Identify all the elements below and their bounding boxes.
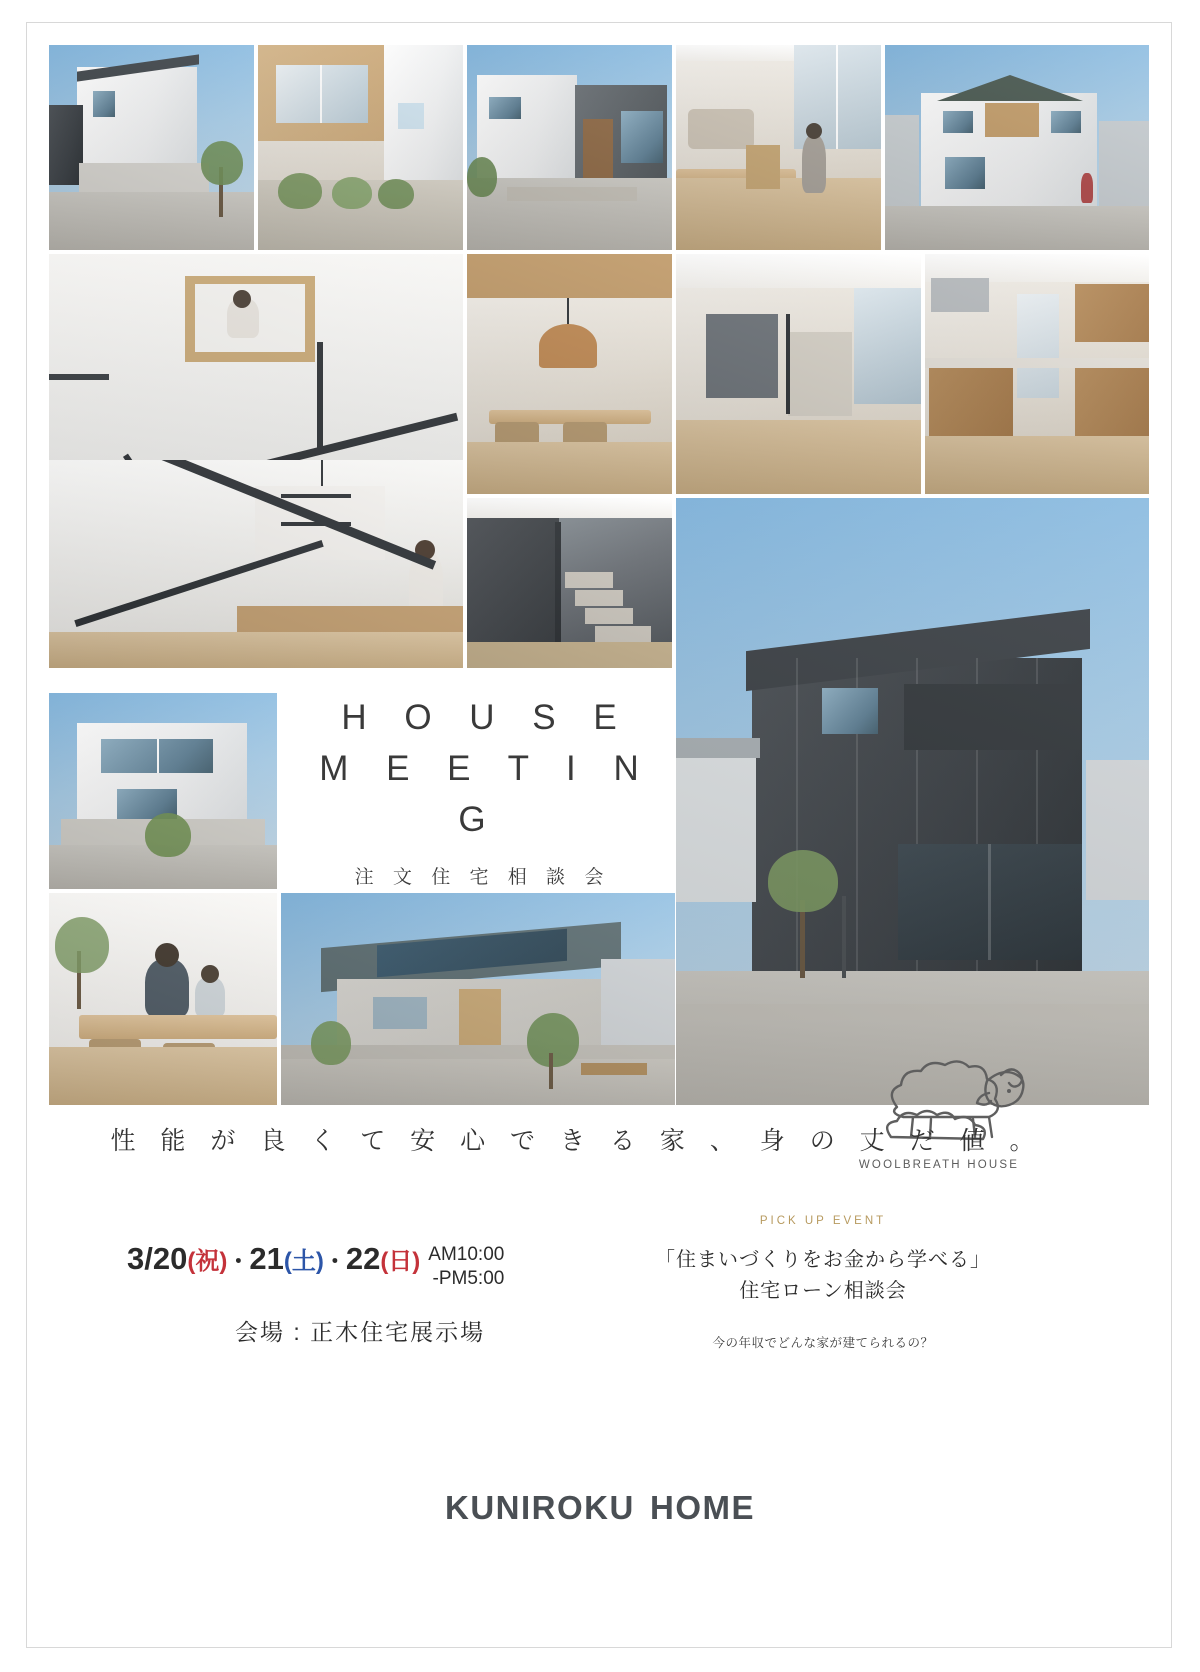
photo-interior-dining-pendant-light bbox=[467, 254, 672, 494]
photo-interior-woman-at-kitchen-counter bbox=[49, 460, 463, 668]
photo-exterior-white-house-driveway bbox=[49, 45, 254, 250]
date-22-mark: (日) bbox=[380, 1248, 421, 1275]
pickup-event bbox=[603, 1215, 1043, 1351]
title-en-line1: H O U S E bbox=[341, 698, 631, 738]
date-holiday-mark: (祝) bbox=[187, 1248, 228, 1275]
pickup-label: PICK UP EVENT bbox=[759, 1215, 887, 1227]
date-separator-1: ・ bbox=[227, 1249, 250, 1274]
photo-exterior-solar-panel-single-story-house bbox=[281, 893, 675, 1105]
woolbreath-logo bbox=[829, 1045, 1049, 1193]
photo-interior-father-and-child-dining bbox=[49, 893, 277, 1105]
title-card bbox=[283, 693, 675, 889]
photo-interior-living-room-stairs bbox=[676, 254, 921, 494]
date-21: 21 bbox=[249, 1241, 284, 1276]
brand-footer bbox=[27, 1489, 1173, 1527]
photo-exterior-black-metal-two-story-house bbox=[676, 498, 1149, 1105]
pickup-subtitle: 今の年収でどんな家が建てられるの？ bbox=[712, 1336, 934, 1350]
pickup-title-line2: 住宅ローン相談会 bbox=[739, 1280, 907, 1302]
photo-exterior-gable-roof-white-house bbox=[885, 45, 1149, 250]
photo-exterior-wood-facade-entry bbox=[258, 45, 463, 250]
photo-interior-child-walking-living bbox=[676, 45, 881, 250]
date-month-day: 3/20 bbox=[127, 1241, 188, 1276]
logo-label: WOOLBREATH HOUSE bbox=[858, 1159, 1020, 1171]
photo-exterior-modern-grey-entrance bbox=[467, 45, 672, 250]
time-end: -PM5:00 bbox=[432, 1268, 505, 1290]
tagline: 性 能 が 良 く て 安 心 で き る 家 、 身 の 丈 だ 値 。 bbox=[110, 1127, 1044, 1155]
event-times bbox=[428, 1243, 504, 1292]
pickup-title-line1: 「住まいづくりをお金から学べる」 bbox=[655, 1249, 991, 1271]
event-venue: 会場 : 正木住宅展示場 bbox=[235, 1318, 486, 1345]
time-start: AM10:00 bbox=[428, 1244, 505, 1265]
photo-interior-kitchen-wood-cabinets bbox=[925, 254, 1149, 494]
title-ja: 注 文 住 宅 相 談 会 bbox=[354, 866, 611, 888]
date-22: 22 bbox=[345, 1241, 381, 1276]
event-dates bbox=[127, 1241, 420, 1277]
brand-name-2: HOME bbox=[650, 1489, 755, 1526]
title-en-line2: M E E T I N G bbox=[319, 749, 653, 839]
event-info bbox=[127, 1241, 597, 1347]
poster-frame bbox=[26, 22, 1172, 1648]
date-separator-2: ・ bbox=[323, 1249, 346, 1274]
brand-name-1: KUNIROKU bbox=[445, 1489, 635, 1526]
photo-exterior-white-box-house-balcony bbox=[49, 693, 277, 889]
date-21-mark: (土) bbox=[283, 1248, 324, 1275]
photo-interior-dark-wall-staircase bbox=[467, 498, 672, 668]
event-dateline bbox=[127, 1241, 597, 1292]
